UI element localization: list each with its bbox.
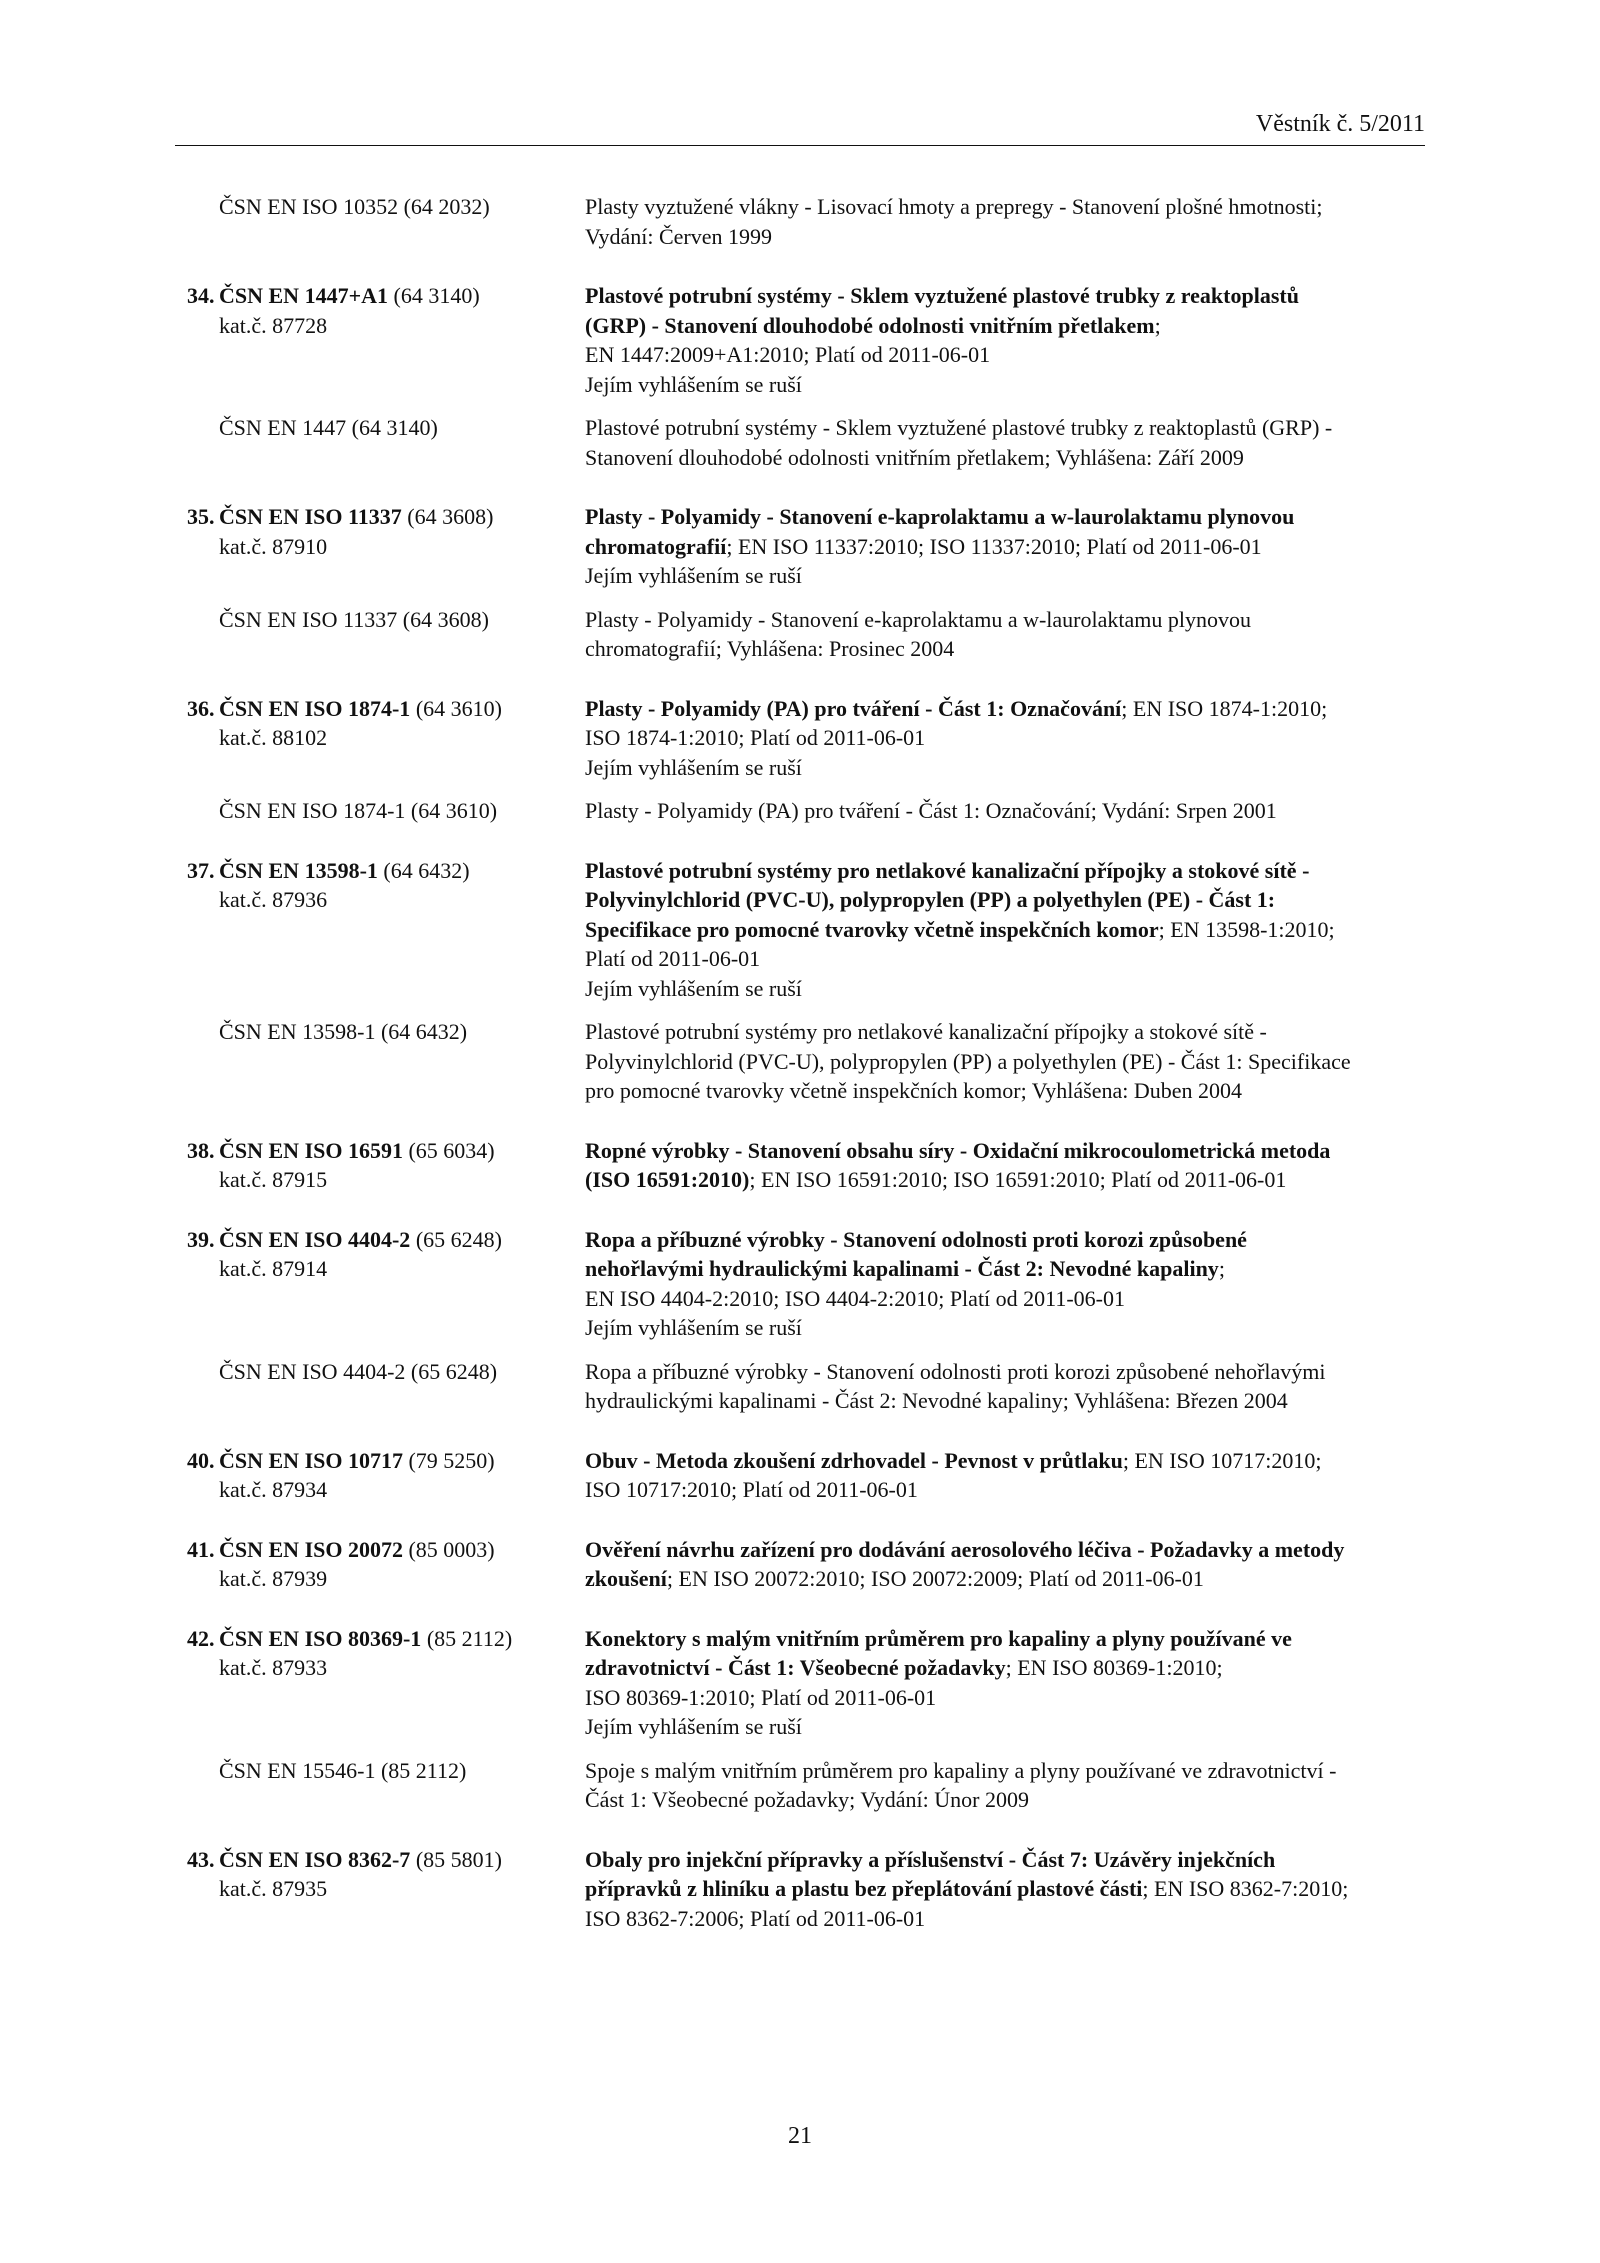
standard-title-line [585, 915, 1425, 945]
replaced-code-cell [175, 1357, 585, 1416]
standard-title-tail: ; EN ISO 11337:2010; ISO 11337:2010; Platí od 2011-06-01 [726, 533, 1262, 559]
catalog-number: kat.č. 87914 [219, 1256, 328, 1281]
entries-list [175, 281, 1425, 1933]
standard-text-cell [585, 1225, 1425, 1343]
replaced-standard-row [175, 1017, 1425, 1106]
standard-title-line [585, 1254, 1425, 1284]
replaced-standard-row [175, 605, 1425, 664]
standard-code-main: ČSN EN ISO 11337 [219, 504, 402, 529]
standard-title: Polyvinylchlorid (PVC-U), polypropylen (PP) a polyethylen (PE) - Část 1: [585, 887, 1276, 912]
catalog-number: kat.č. 87933 [219, 1655, 328, 1680]
standard-title: přípravků z hliníku a plastu bez přeplátování plastové části [585, 1876, 1143, 1901]
standard-detail-line: Jejím vyhlášením se ruší [585, 371, 802, 397]
standard-code-main: ČSN EN ISO 10717 [219, 1447, 403, 1473]
standard-code-main: ČSN EN 1447+A1 [219, 283, 388, 308]
standard-detail-line: ISO 10717:2010; Platí od 2011-06-01 [585, 1477, 918, 1502]
standard-title: Obuv - Metoda zkoušení zdrhovadel - Pevnost v průtlaku [585, 1447, 1123, 1473]
standard-code-main: ČSN EN ISO 80369-1 [219, 1625, 422, 1651]
standard-code-class: (85 2112) [421, 1625, 513, 1651]
standard-text-cell [585, 1845, 1425, 1934]
entry-number: 41. [187, 1536, 215, 1562]
replaced-standard-code: ČSN EN ISO 4404-2 (65 6248) [219, 1358, 498, 1384]
standard-title-line [585, 1653, 1425, 1683]
standard-entry [175, 281, 1425, 472]
standard-title-tail: ; [1154, 312, 1161, 338]
standard-detail-line: Jejím vyhlášením se ruší [585, 1315, 802, 1340]
standard-text-cell [585, 281, 1425, 399]
standard-code [219, 1136, 585, 1166]
standard-code-class: (85 5801) [410, 1846, 502, 1872]
standard-code: ČSN EN ISO 10352 (64 2032) [219, 194, 490, 219]
catalog-number: kat.č. 87915 [219, 1167, 328, 1192]
entry-number: 34. [187, 283, 215, 308]
replaced-standard-code: ČSN EN ISO 11337 (64 3608) [219, 606, 489, 632]
standard-code [219, 694, 585, 724]
standard-title-line [585, 1165, 1425, 1195]
standard-row [175, 192, 1425, 251]
new-standard-row [175, 1446, 1425, 1505]
replaced-code-cell [175, 605, 585, 664]
standard-detail-line: Jejím vyhlášením se ruší [585, 1714, 802, 1739]
standard-code [219, 281, 585, 311]
replaced-standard-row [175, 413, 1425, 472]
standard-text-cell [585, 192, 1425, 251]
standard-code-class: (65 6034) [402, 1137, 495, 1163]
new-standard-row [175, 1535, 1425, 1594]
replaced-standard-line: Stanovení dlouhodobé odolnosti vnitřním přetlakem; Vyhlášena: Září 2009 [585, 444, 1244, 470]
standard-title-tail: ; [1218, 1256, 1225, 1281]
catalog-number: kat.č. 87934 [219, 1477, 328, 1502]
replaced-code-cell [175, 413, 585, 472]
standard-code-cell [175, 1624, 585, 1742]
standard-issued: Vydání: Červen 1999 [585, 223, 772, 249]
standard-title-line [585, 856, 1425, 886]
standard-title-line [585, 502, 1425, 532]
standard-code-cell [175, 1535, 585, 1594]
standard-text-cell [585, 1446, 1425, 1505]
replaced-standard-line: Část 1: Všeobecné požadavky; Vydání: Únor 2009 [585, 1787, 1029, 1812]
standard-entry [175, 1535, 1425, 1594]
replaced-code-cell [175, 1756, 585, 1815]
standard-title-line [585, 311, 1425, 341]
entry-number: 37. [187, 857, 215, 883]
catalog-number: kat.č. 87936 [219, 887, 328, 912]
standard-title-tail: ; EN ISO 10717:2010; [1122, 1447, 1322, 1473]
standard-code-class: (65 6248) [410, 1226, 502, 1252]
standard-title: Plasty - Polyamidy (PA) pro tváření - Část 1: Označování [585, 695, 1122, 721]
replaced-standard-line: Plasty - Polyamidy (PA) pro tváření - Část 1: Označování; Vydání: Srpen 2001 [585, 798, 1277, 823]
standard-code-cell [175, 281, 585, 399]
standard-entry [175, 1136, 1425, 1195]
replaced-standard-line: Plastové potrubní systémy pro netlakové kanalizační přípojky a stokové sítě - [585, 1019, 1267, 1044]
new-standard-row [175, 856, 1425, 1004]
standard-code [219, 1624, 585, 1654]
standard-detail-line: EN 1447:2009+A1:2010; Platí od 2011-06-01 [585, 342, 991, 367]
standard-text: Plasty vyztužené vlákny - Lisovací hmoty a prepregy - Stanovení plošné hmotnosti; [585, 194, 1323, 219]
entry-number: 35. [187, 504, 215, 529]
new-standard-row [175, 1225, 1425, 1343]
standard-detail-line: Jejím vyhlášením se ruší [585, 754, 802, 780]
standard-title: zkoušení [585, 1566, 667, 1591]
standard-code-class: (85 0003) [402, 1536, 495, 1562]
standard-text-cell [585, 856, 1425, 1004]
standard-code [219, 502, 585, 532]
standard-code-main: ČSN EN ISO 20072 [219, 1536, 403, 1562]
first-block [175, 192, 1425, 251]
replaced-standard-line: Spoje s malým vnitřním průměrem pro kapaliny a plyny používané ve zdravotnictví - [585, 1757, 1337, 1783]
standard-detail-line: ISO 80369-1:2010; Platí od 2011-06-01 [585, 1684, 937, 1710]
standard-text-cell [585, 1535, 1425, 1594]
standard-title: (GRP) - Stanovení dlouhodobé odolnosti vnitřním přetlakem [585, 312, 1155, 338]
standard-title-line [585, 1874, 1425, 1904]
standard-text-cell [585, 694, 1425, 783]
standard-title: chromatografií [585, 533, 727, 559]
standard-code [219, 1225, 585, 1255]
standard-title-line [585, 885, 1425, 915]
new-standard-row [175, 502, 1425, 591]
standard-code-class: (64 6432) [377, 857, 470, 883]
standard-title: Ropné výrobky - Stanovení obsahu síry - Oxidační mikrocoulometrická metoda [585, 1137, 1331, 1163]
standard-code-cell [175, 1136, 585, 1195]
standard-code-main: ČSN EN ISO 16591 [219, 1137, 403, 1163]
replaced-standard-code: ČSN EN 15546-1 (85 2112) [219, 1757, 467, 1783]
standard-title-line [585, 1225, 1425, 1255]
replaced-standard-line: Ropa a příbuzné výrobky - Stanovení odolnosti proti korozi způsobené nehořlavými [585, 1358, 1326, 1384]
standard-entry [175, 502, 1425, 664]
replaced-text-cell [585, 605, 1425, 664]
standard-code [219, 1845, 585, 1875]
entry-number: 40. [187, 1447, 215, 1473]
replaced-text-cell [585, 1017, 1425, 1106]
standard-title-tail: ; EN ISO 8362-7:2010; [1142, 1876, 1349, 1901]
new-standard-row [175, 1136, 1425, 1195]
standard-entry [175, 694, 1425, 826]
standard-code [219, 1446, 585, 1476]
page-number: 21 [788, 2123, 812, 2149]
standard-title-line [585, 1624, 1425, 1654]
entry-number: 36. [187, 695, 215, 721]
standard-text-cell [585, 502, 1425, 591]
header-rule [175, 145, 1425, 146]
standard-title-tail: ; EN ISO 20072:2010; ISO 20072:2009; Platí od 2011-06-01 [666, 1566, 1204, 1591]
standard-title: (ISO 16591:2010) [585, 1167, 750, 1192]
replaced-text-cell [585, 796, 1425, 826]
standard-title: Konektory s malým vnitřním průměrem pro kapaliny a plyny používané ve [585, 1625, 1292, 1651]
standard-entry [175, 856, 1425, 1106]
standard-title: Ověření návrhu zařízení pro dodávání aerosolového léčiva - Požadavky a metody [585, 1536, 1345, 1562]
entry-number: 39. [187, 1226, 215, 1252]
replaced-standard-row [175, 1357, 1425, 1416]
document-body [175, 192, 1425, 1963]
standard-title-line [585, 1136, 1425, 1166]
standard-title-tail: ; EN ISO 80369-1:2010; [1005, 1655, 1223, 1680]
standard-code-cell [175, 502, 585, 591]
new-standard-row [175, 281, 1425, 399]
standard-entry [175, 1225, 1425, 1416]
replaced-standard-row [175, 796, 1425, 826]
replaced-standard-code: ČSN EN 13598-1 (64 6432) [219, 1019, 468, 1044]
standard-entry [175, 1446, 1425, 1505]
replaced-standard-line: pro pomocné tvarovky včetně inspekčních komor; Vyhlášena: Duben 2004 [585, 1078, 1242, 1103]
standard-title-line [585, 694, 1425, 724]
entry-number: 38. [187, 1137, 215, 1163]
new-standard-row [175, 694, 1425, 783]
standard-code-class: (64 3140) [388, 283, 480, 308]
catalog-number: kat.č. 87910 [219, 533, 328, 559]
standard-title-line [585, 281, 1425, 311]
standard-code-main: ČSN EN 13598-1 [219, 857, 378, 883]
standard-title-tail: ; EN ISO 16591:2010; ISO 16591:2010; Platí od 2011-06-01 [749, 1167, 1287, 1192]
replaced-text-cell [585, 1357, 1425, 1416]
standard-title: Ropa a příbuzné výrobky - Stanovení odolnosti proti korozi způsobené [585, 1226, 1247, 1252]
standard-detail-line: ISO 1874-1:2010; Platí od 2011-06-01 [585, 725, 926, 750]
replaced-text-cell [585, 413, 1425, 472]
standard-detail-line: EN ISO 4404-2:2010; ISO 4404-2:2010; Platí od 2011-06-01 [585, 1285, 1125, 1311]
replaced-standard-line: Polyvinylchlorid (PVC-U), polypropylen (PP) a polyethylen (PE) - Část 1: Specifikace [585, 1048, 1351, 1074]
standard-code-cell [175, 856, 585, 1004]
standard-detail-line: Jejím vyhlášením se ruší [585, 563, 802, 588]
standard-code [219, 1535, 585, 1565]
replaced-text-cell [585, 1756, 1425, 1815]
replaced-standard-code: ČSN EN ISO 1874-1 (64 3610) [219, 798, 498, 823]
standard-title-tail: ; EN ISO 1874-1:2010; [1121, 695, 1328, 721]
replaced-standard-line: chromatografií; Vyhlášena: Prosinec 2004 [585, 636, 955, 661]
standard-entry [175, 1845, 1425, 1934]
standard-entry [175, 1624, 1425, 1815]
catalog-number: kat.č. 88102 [219, 725, 328, 750]
replaced-standard-line: hydraulickými kapalinami - Část 2: Nevodné kapaliny; Vyhlášena: Březen 2004 [585, 1388, 1288, 1413]
standard-title-tail: ; EN 13598-1:2010; [1158, 916, 1335, 942]
standard-title: nehořlavými hydraulickými kapalinami - Část 2: Nevodné kapaliny [585, 1256, 1219, 1281]
new-standard-row [175, 1624, 1425, 1742]
standard-title: Plastové potrubní systémy - Sklem vyztužené plastové trubky z reaktoplastů [585, 283, 1299, 308]
page-header-title: Věstník č. 5/2011 [1255, 111, 1425, 137]
standard-code-main: ČSN EN ISO 8362-7 [219, 1846, 411, 1872]
standard-text-cell [585, 1136, 1425, 1195]
standard-code-cell [175, 192, 585, 251]
standard-code-main: ČSN EN ISO 1874-1 [219, 695, 411, 721]
catalog-number: kat.č. 87939 [219, 1566, 328, 1591]
standard-title-line [585, 1845, 1425, 1875]
standard-detail-line: Jejím vyhlášením se ruší [585, 975, 802, 1001]
standard-title: zdravotnictví - Část 1: Všeobecné požadavky [585, 1655, 1006, 1680]
standard-code-cell [175, 1845, 585, 1934]
standard-code-main: ČSN EN ISO 4404-2 [219, 1226, 411, 1252]
standard-title: Obaly pro injekční přípravky a příslušenství - Část 7: Uzávěry injekčních [585, 1846, 1276, 1872]
standard-code-cell [175, 1446, 585, 1505]
standard-code-class: (64 3610) [410, 695, 502, 721]
standard-title: Specifikace pro pomocné tvarovky včetně inspekčních komor [585, 916, 1159, 942]
new-standard-row [175, 1845, 1425, 1934]
standard-text-cell [585, 1624, 1425, 1742]
replaced-standard-row [175, 1756, 1425, 1815]
standard-detail-line: Platí od 2011-06-01 [585, 946, 761, 971]
catalog-number: kat.č. 87935 [219, 1876, 328, 1901]
standard-title: Plasty - Polyamidy - Stanovení e-kaprolaktamu a w-laurolaktamu plynovou [585, 504, 1295, 529]
replaced-standard-line: Plasty - Polyamidy - Stanovení e-kaprolaktamu a w-laurolaktamu plynovou [585, 606, 1251, 632]
standard-title-line [585, 1446, 1425, 1476]
replaced-standard-code: ČSN EN 1447 (64 3140) [219, 415, 438, 440]
standard-code-cell [175, 1225, 585, 1343]
entry-number: 43. [187, 1846, 215, 1872]
entry-number: 42. [187, 1625, 215, 1651]
catalog-number: kat.č. 87728 [219, 312, 328, 338]
standard-title-line [585, 1564, 1425, 1594]
standard-title: Plastové potrubní systémy pro netlakové kanalizační přípojky a stokové sítě - [585, 857, 1310, 883]
standard-title-line [585, 1535, 1425, 1565]
standard-code [219, 856, 585, 886]
standard-code-cell [175, 694, 585, 783]
standard-code-class: (79 5250) [402, 1447, 495, 1473]
standard-code-class: (64 3608) [401, 504, 494, 529]
standard-detail-line: ISO 8362-7:2006; Platí od 2011-06-01 [585, 1905, 926, 1931]
standard-title-line [585, 532, 1425, 562]
replaced-code-cell [175, 1017, 585, 1106]
replaced-standard-line: Plastové potrubní systémy - Sklem vyztužené plastové trubky z reaktoplastů (GRP) - [585, 415, 1333, 440]
replaced-code-cell [175, 796, 585, 826]
